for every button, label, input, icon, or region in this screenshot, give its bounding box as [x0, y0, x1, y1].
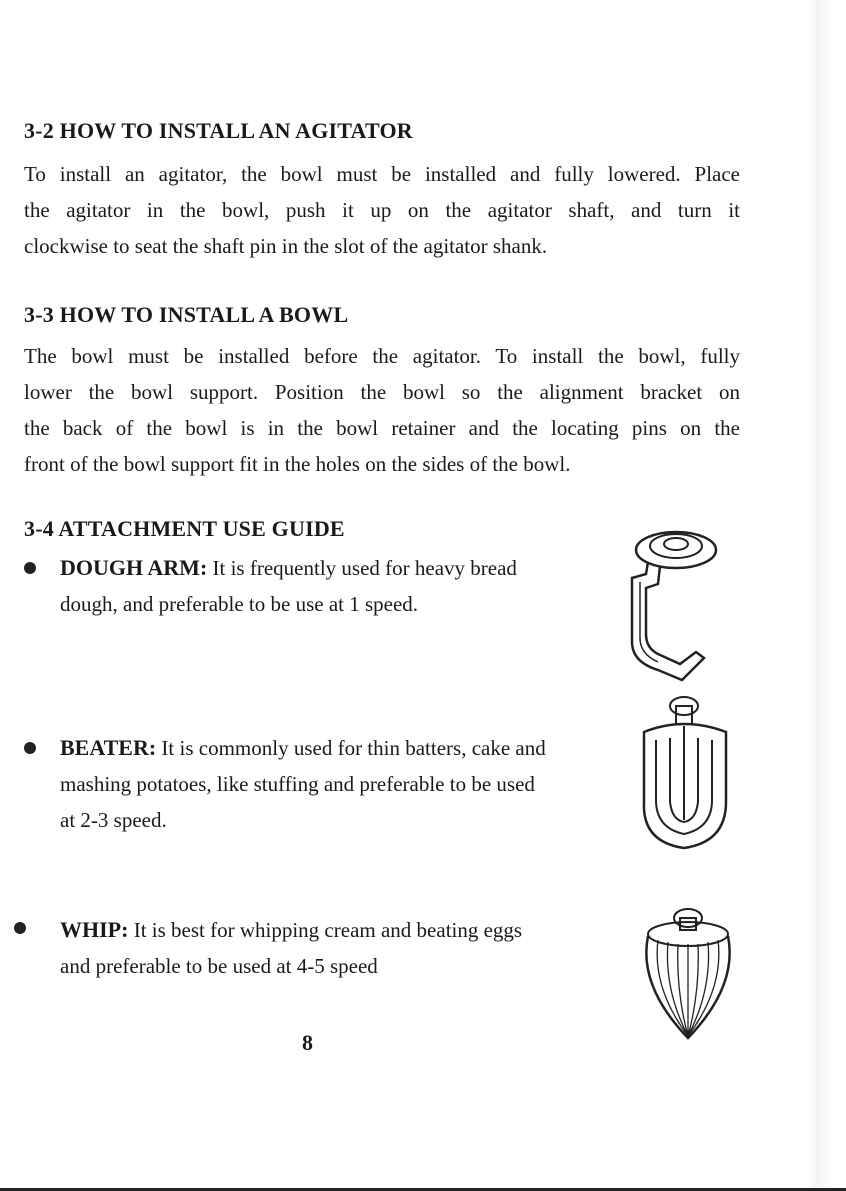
paragraph-line: lower the bowl support. Position the bowl so the alignment bracket on [24, 380, 740, 404]
bullet-dot [24, 562, 36, 574]
attachment-text: It is best for whipping cream and beating eggs [133, 918, 523, 942]
paragraph-line: the agitator in the bowl, push it up on the agitator shaft, and turn it [24, 198, 740, 222]
attachment-text: at 2-3 speed. [60, 808, 167, 832]
paragraph-line: the back of the bowl is in the bowl retainer and the locating pins on the [24, 416, 740, 440]
paragraph-line: To install an agitator, the bowl must be installed and fully lowered. Place [24, 162, 740, 186]
dough-hook-icon [618, 522, 728, 682]
attachment-text: It is frequently used for heavy bread [212, 556, 517, 580]
attachment-text: It is commonly used for thin batters, cake and [161, 736, 546, 760]
section-heading-attachment-guide: 3-4 ATTACHMENT USE GUIDE [24, 516, 345, 541]
section-heading-install-agitator: 3-2 HOW TO INSTALL AN AGITATOR [24, 118, 413, 143]
page-number: 8 [302, 1030, 313, 1055]
attachment-text: mashing potatoes, like stuffing and preferable to be used [60, 772, 535, 796]
paragraph-install-bowl [24, 338, 740, 482]
paragraph-line: front of the bowl support fit in the holes on the sides of the bowl. [24, 452, 571, 476]
attachment-text: dough, and preferable to be use at 1 speed. [60, 592, 419, 616]
bullet-dot [14, 922, 26, 934]
paragraph-line: clockwise to seat the shaft pin in the slot of the agitator shank. [24, 234, 548, 258]
attachment-label: WHIP: [60, 917, 129, 942]
scan-edge-shadow [806, 0, 836, 1191]
wire-whip-icon [636, 896, 746, 1044]
attachment-item-dough-arm [60, 550, 517, 622]
paragraph-install-agitator [24, 156, 740, 264]
attachment-label: DOUGH ARM: [60, 555, 208, 580]
bullet-dot [24, 742, 36, 754]
flat-beater-icon [636, 692, 734, 852]
attachment-item-beater [60, 730, 546, 838]
paragraph-line: The bowl must be installed before the agitator. To install the bowl, fully [24, 344, 740, 368]
attachment-item-whip [60, 912, 522, 984]
attachment-text: and preferable to be used at 4-5 speed [60, 954, 378, 978]
attachment-label: BEATER: [60, 735, 157, 760]
section-heading-install-bowl: 3-3 HOW TO INSTALL A BOWL [24, 302, 349, 327]
